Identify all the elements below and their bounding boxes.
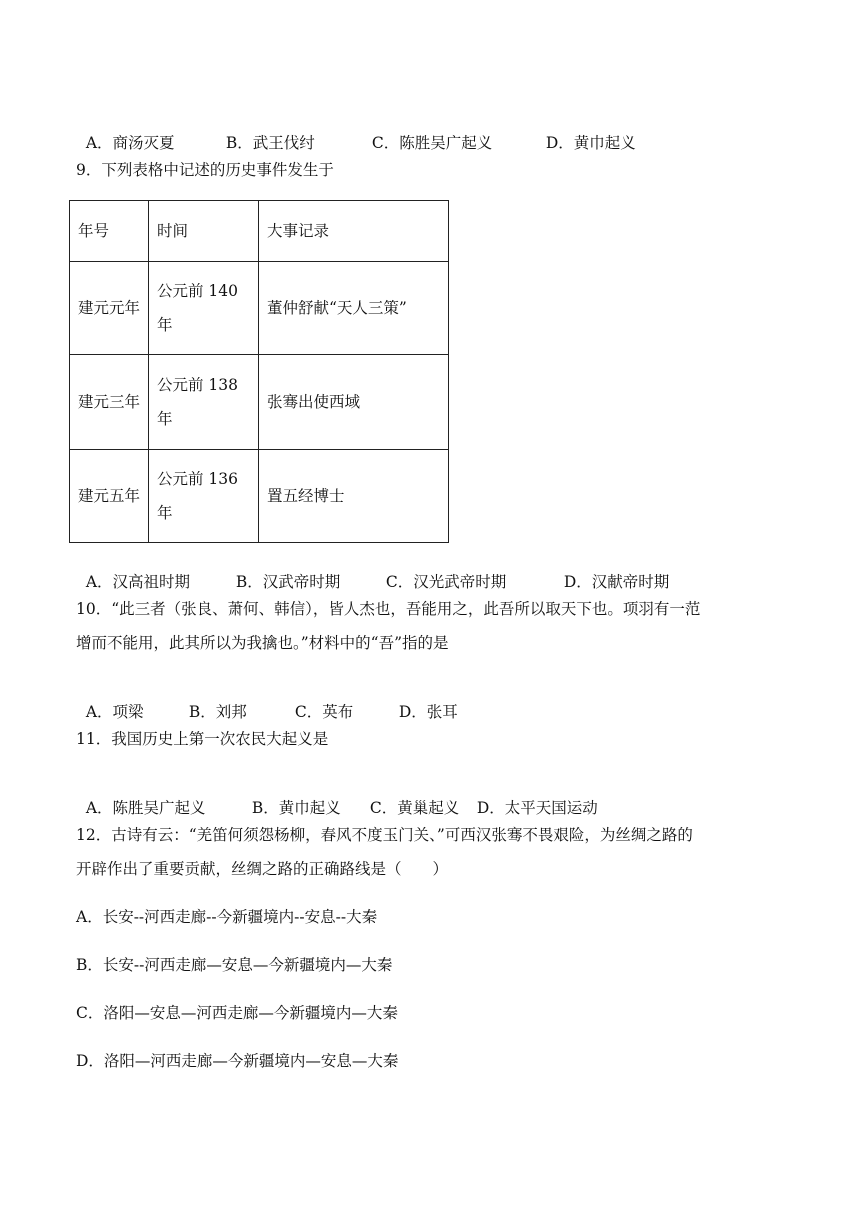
cell-event: 董仲舒献“天人三策” (259, 262, 449, 355)
q8-option-a: A．商汤灭夏 (85, 134, 175, 152)
q11-options (76, 775, 598, 819)
cell-event: 张骞出使西域 (259, 355, 449, 450)
header-event: 大事记录 (259, 201, 449, 262)
cell-era: 建元元年 (70, 262, 149, 355)
q10-stem-line2: 增而不能用，此其所以为我擒也。”材料中的“吾”指的是 (76, 634, 449, 652)
q8-option-b: B．武王伐纣 (225, 134, 315, 152)
q10-option-c: C．英布 (294, 703, 354, 721)
q9-option-d: D．汉献帝时期 (563, 573, 670, 591)
q9-stem: 9．下列表格中记述的历史事件发生于 (76, 161, 334, 179)
table-row (70, 355, 449, 450)
q10-option-a: A．项梁 (85, 703, 144, 721)
q9-options (76, 549, 669, 593)
q9-events-table (69, 200, 449, 543)
q10-option-d: D．张耳 (398, 703, 458, 721)
q9-option-a: A．汉高祖时期 (85, 573, 191, 591)
q9-option-c: C．汉光武帝时期 (385, 573, 507, 591)
header-era: 年号 (70, 201, 149, 262)
cell-time: 公元前 136 年 (149, 450, 259, 543)
q12-option-b: B．长安--河西走廊—安息—今新疆境内—大秦 (76, 956, 393, 974)
q12-option-a: A．长安--河西走廊--今新疆境内--安息--大秦 (76, 908, 378, 926)
q12-stem-line2: 开辟作出了重要贡献，丝绸之路的正确路线是（ ） (76, 860, 449, 878)
table-row (70, 450, 449, 543)
q10-option-b: B．刘邦 (188, 703, 247, 721)
q11-stem: 11．我国历史上第一次农民大起义是 (76, 730, 329, 748)
q11-option-d: D．太平天国运动 (476, 799, 598, 817)
q8-option-c: C．陈胜吴广起义 (371, 134, 493, 152)
cell-event: 置五经博士 (259, 450, 449, 543)
cell-time: 公元前 140 年 (149, 262, 259, 355)
q10-stem-line1: 10．“此三者（张良、萧何、韩信），皆人杰也，吾能用之，此吾所以取天下也。项羽有一范 (76, 600, 701, 618)
cell-time: 公元前 138 年 (149, 355, 259, 450)
q9-option-b: B．汉武帝时期 (235, 573, 341, 591)
q12-option-d: D．洛阳—河西走廊—今新疆境内—安息—大秦 (76, 1052, 399, 1070)
header-time: 时间 (149, 201, 259, 262)
q10-options (76, 679, 458, 723)
table-row (70, 262, 449, 355)
q8-options (76, 110, 636, 154)
q12-option-c: C．洛阳—安息—河西走廊—今新疆境内—大秦 (76, 1004, 398, 1022)
q11-option-a: A．陈胜吴广起义 (85, 799, 206, 817)
cell-era: 建元五年 (70, 450, 149, 543)
q8-option-d: D．黄巾起义 (545, 134, 636, 152)
table-header-row (70, 201, 449, 262)
cell-era: 建元三年 (70, 355, 149, 450)
q12-stem-line1: 12．古诗有云：“羌笛何须怨杨柳，春风不度玉门关、”可西汉张骞不畏艰险，为丝绸之路的 (76, 826, 693, 844)
q11-option-c: C．黄巢起义 (369, 799, 460, 817)
q11-option-b: B．黄巾起义 (251, 799, 341, 817)
